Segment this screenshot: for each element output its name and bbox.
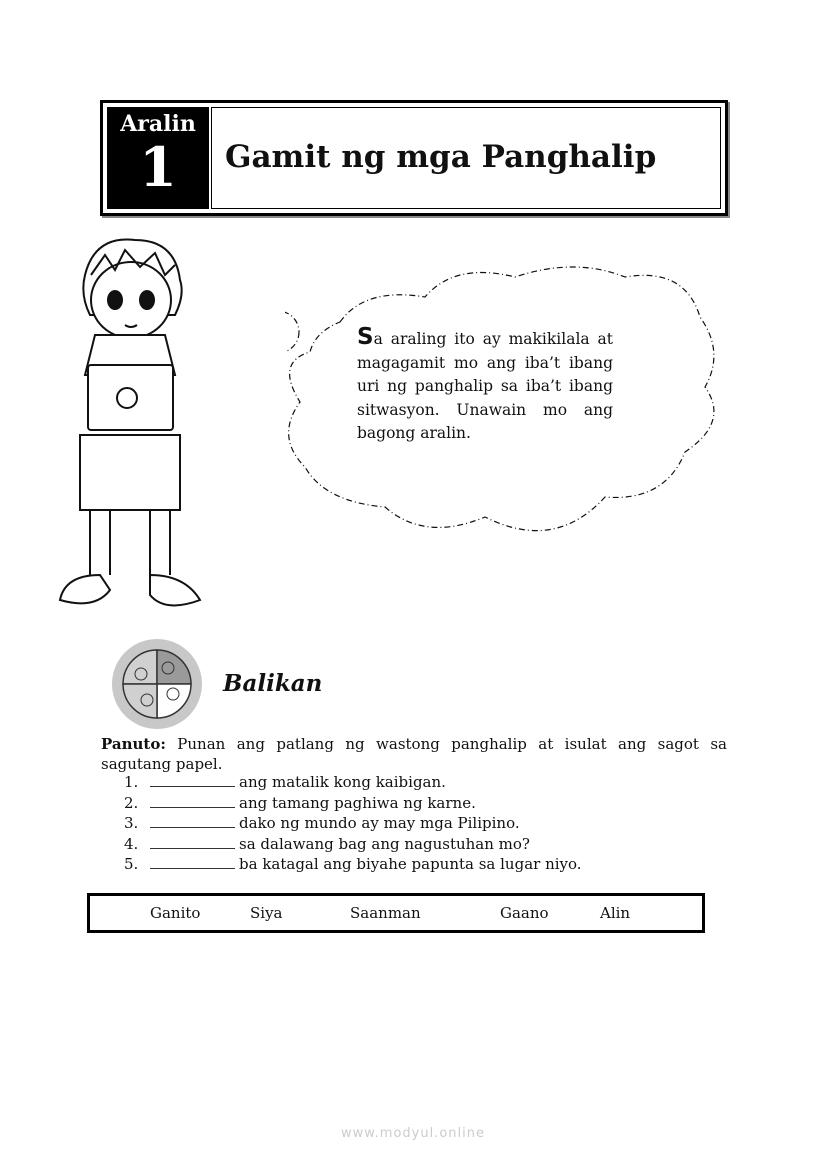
answer-blank <box>150 836 235 849</box>
thought-bubble-text <box>357 326 613 446</box>
list-item: 4. sa dalawang bag ang nagustuhan mo? <box>124 834 530 853</box>
lesson-header <box>100 100 728 216</box>
instructions-text: Punan ang patlang ng wastong panghalip at isulat ang sagot sa sagutang papel. <box>101 735 727 773</box>
question-list <box>124 772 582 875</box>
choice-word: Saanman <box>350 904 421 922</box>
list-item: 1. ang matalik kong kaibigan. <box>124 773 446 791</box>
answer-blank <box>150 774 235 787</box>
bubble-body: a araling ito ay makikilala at magagamit mo ang iba’t ibang uri ng panghalip sa iba’t ibang sitwasyon. Unawain mo ang bagong aralin. <box>357 330 613 442</box>
section-title: Balikan <box>223 670 323 697</box>
puzzle-icon <box>111 638 203 730</box>
lesson-number-box <box>107 107 209 209</box>
instructions-label: Panuto: <box>101 735 166 753</box>
footer-watermark: www.modyul.online <box>340 1126 486 1141</box>
choice-word: Ganito <box>150 904 201 922</box>
answer-blank <box>150 856 235 869</box>
lesson-label: Aralin <box>120 111 196 137</box>
lesson-title: Gamit ng mga Panghalip <box>225 139 657 175</box>
choice-word: Gaano <box>500 904 549 922</box>
word-choices-box <box>87 893 705 933</box>
drop-cap: S <box>357 324 374 350</box>
choice-word: Siya <box>250 904 283 922</box>
list-item: 5. ba katagal ang biyahe papunta sa lugar niyo. <box>124 855 582 874</box>
instructions <box>101 734 727 774</box>
answer-blank <box>150 795 235 808</box>
choice-word: Alin <box>600 904 631 922</box>
list-item: 3. dako ng mundo ay may mga Pilipino. <box>124 814 520 833</box>
answer-blank <box>150 815 235 828</box>
lesson-number: 1 <box>139 135 177 199</box>
boy-illustration <box>55 235 205 620</box>
list-item: 2. ang tamang paghiwa ng karne. <box>124 793 476 812</box>
